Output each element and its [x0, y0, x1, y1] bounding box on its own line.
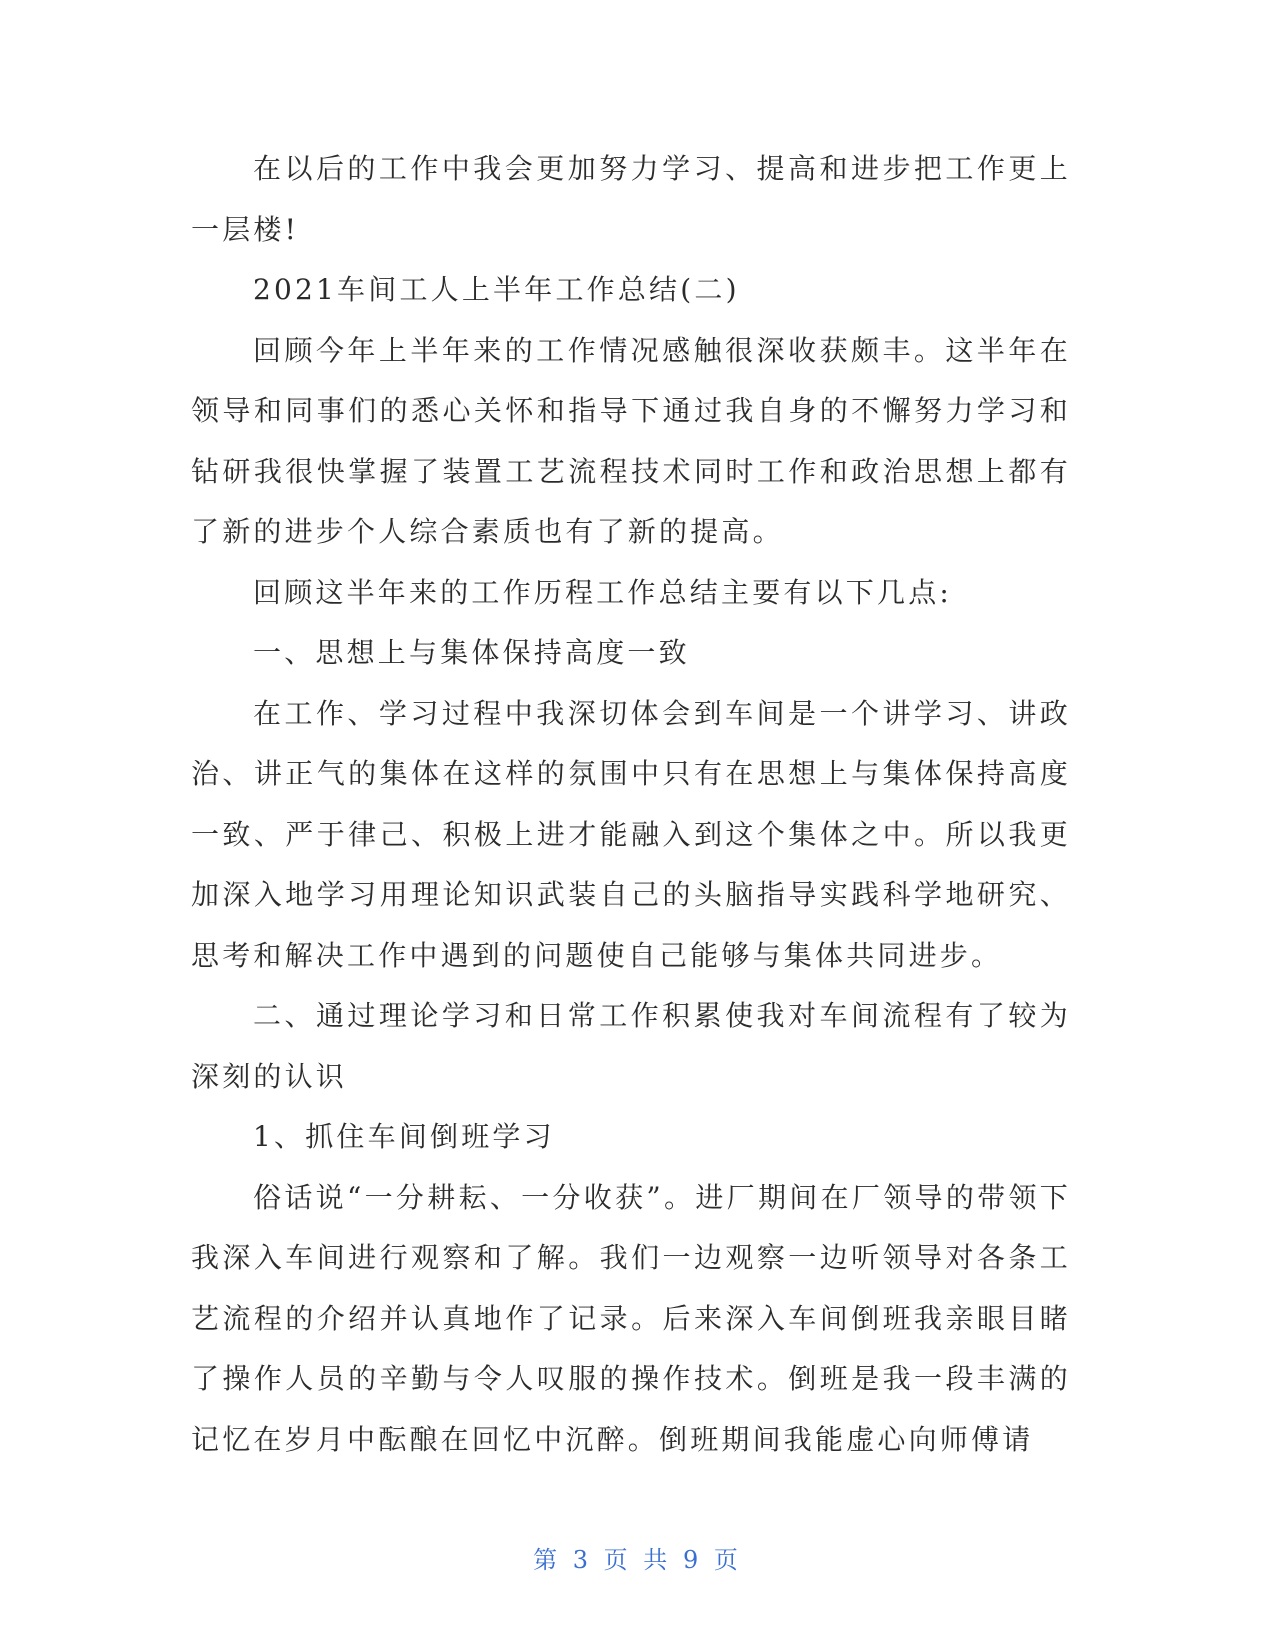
- paragraph-point-one: 在工作、学习过程中我深切体会到车间是一个讲学习、讲政治、讲正气的集体在这样的氛围中只有在思想上与集体保持高度一致、严于律己、积极上进才能融入到这个集体之中。所以我更加深入地学习用理论知识武装自己的头脑指导实践科学地研究、思考和解决工作中遇到的问题使自己能够与集体共同进步。: [191, 696, 1071, 972]
- paragraph-shift-study: 俗话说“一分耕耘、一分收获”。进厂期间在厂领导的带领下我深入车间进行观察和了解。我们一边观察一边听领导对各条工艺流程的介绍并认真地作了记录。后来深入车间倒班我亲眼目睹了操作人员的辛勤与令人叹服的操作技术。倒班是我一段丰满的记忆在岁月中酝酿在回忆中沉醉。倒班期间我能虚心向师傅请: [191, 1180, 1071, 1456]
- paragraph-review: 回顾今年上半年来的工作情况感触很深收获颇丰。这半年在领导和同事们的悉心关怀和指导下通过我自身的不懈努力学习和钻研我很快掌握了装置工艺流程技术同时工作和政治思想上都有了新的进步个人综合素质也有了新的提高。: [191, 333, 1071, 548]
- section-title: 2021车间工人上半年工作总结(二): [253, 273, 740, 306]
- document-body: [191, 139, 1071, 1470]
- heading-point-two: 二、通过理论学习和日常工作积累使我对车间流程有了较为深刻的认识: [191, 999, 1071, 1093]
- subheading-shift-study: 1、抓住车间倒班学习: [253, 1120, 555, 1153]
- page-number-footer: 第 3 页 共 9 页: [533, 1546, 742, 1574]
- heading-point-one: 一、思想上与集体保持高度一致: [253, 636, 690, 669]
- paragraph-closing-statement: 在以后的工作中我会更加努力学习、提高和进步把工作更上一层楼!: [191, 152, 1071, 246]
- paragraph-summary-intro: 回顾这半年来的工作历程工作总结主要有以下几点:: [253, 575, 953, 609]
